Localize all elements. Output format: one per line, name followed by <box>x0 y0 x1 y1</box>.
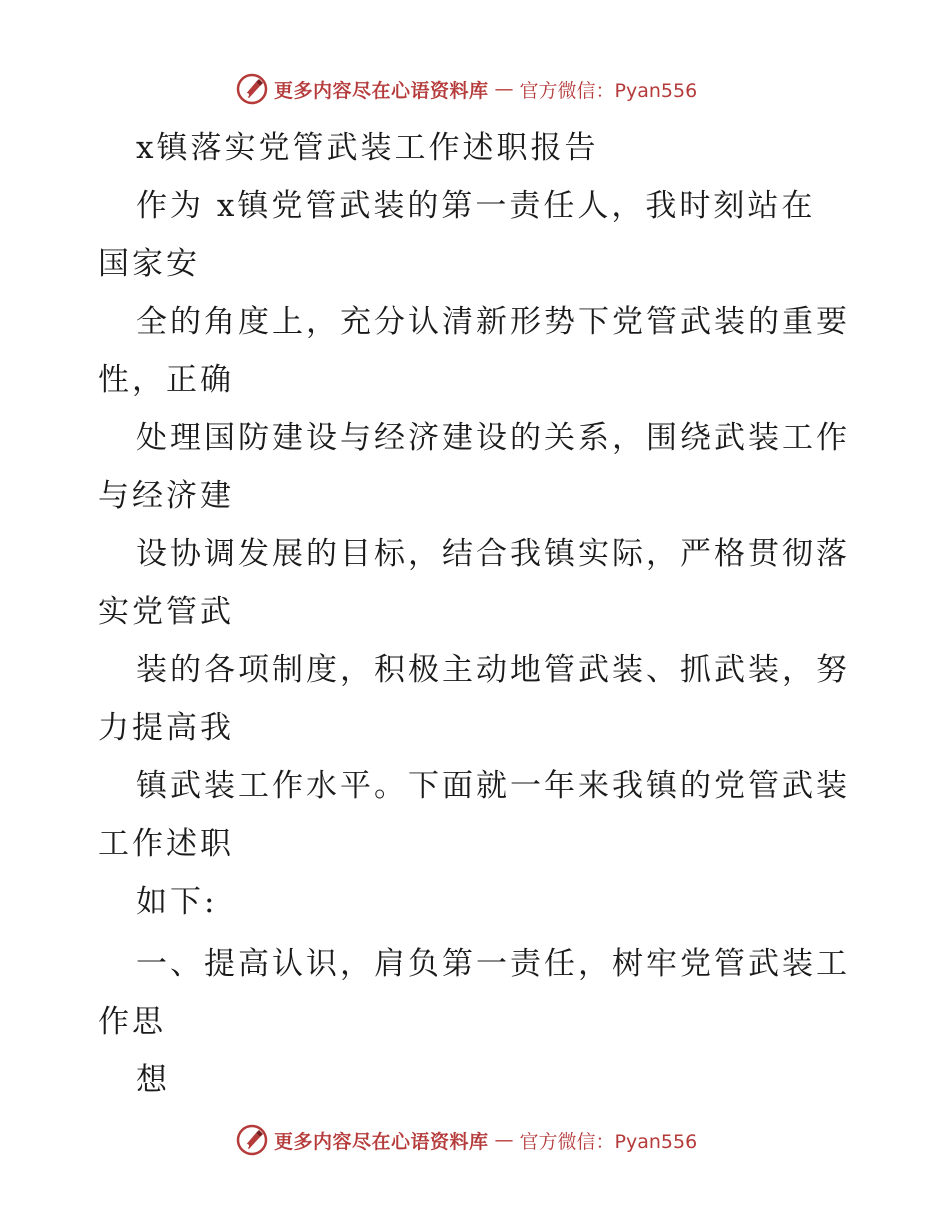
watermark-brand: 更多内容尽在心语资料库 <box>274 1130 489 1153</box>
watermark-contact: 官方微信：Pyan556 <box>519 79 698 102</box>
watermark-brand: 更多内容尽在心语资料库 <box>274 79 489 102</box>
paragraph-line: 全的角度上，充分认清新形势下党管武装的重要 <box>136 304 850 340</box>
document-title: x镇落实党管武装工作述职报告 <box>136 130 599 166</box>
paragraph-line: 如下: <box>136 884 218 920</box>
paragraph-line: 工作述职 <box>98 826 234 862</box>
paragraph-line: 力提高我 <box>98 710 234 746</box>
paragraph-line: 实党管武 <box>98 594 234 630</box>
paragraph-line: 与经济建 <box>98 478 234 514</box>
section-heading-line: 想 <box>136 1062 170 1098</box>
paragraph-line: 设协调发展的目标，结合我镇实际，严格贯彻落 <box>136 536 850 572</box>
pen-seal-icon <box>236 73 268 105</box>
paragraph-line: 作为 x镇党管武装的第一责任人，我时刻站在 <box>136 188 816 224</box>
paragraph-line: 国家安 <box>98 246 200 282</box>
watermark-contact: 官方微信：Pyan556 <box>519 1130 698 1153</box>
pen-seal-icon <box>236 1124 268 1156</box>
paragraph-line: 性，正确 <box>98 362 234 398</box>
watermark-separator: — <box>494 1129 514 1151</box>
paragraph-line: 装的各项制度，积极主动地管武装、抓武装，努 <box>136 652 850 688</box>
footer-watermark <box>236 1123 697 1157</box>
watermark-separator: — <box>494 78 514 100</box>
section-heading-line: 一、提高认识，肩负第一责任，树牢党管武装工 <box>136 946 850 982</box>
header-watermark <box>236 72 697 106</box>
paragraph-line: 镇武装工作水平。下面就一年来我镇的党管武装 <box>136 768 850 804</box>
section-heading-line: 作思 <box>98 1004 166 1040</box>
paragraph-line: 处理国防建设与经济建设的关系，围绕武装工作 <box>136 420 850 456</box>
